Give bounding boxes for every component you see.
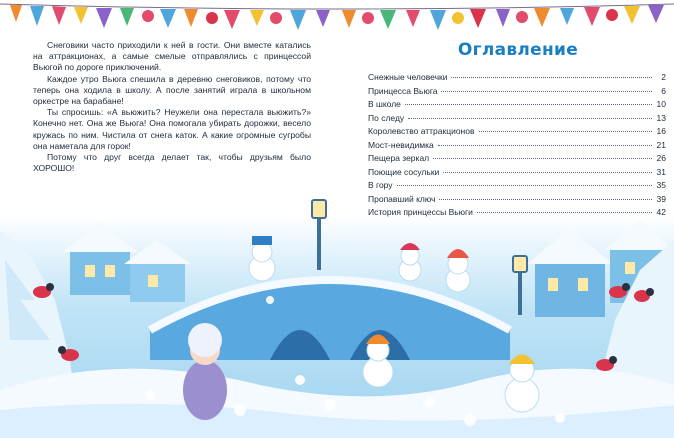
snow-house-icon [527,228,613,317]
toc-item-page: 31 [656,166,666,177]
toc-item[interactable] [368,167,666,181]
toc-item-title: Мост-невидимка [368,139,434,150]
toc-item-page: 26 [656,153,666,163]
toc-item-page: 39 [656,193,666,204]
girl-in-winter-coat-icon [183,323,227,420]
toc-item[interactable] [368,72,666,86]
toc-item-title: Поющие сосульки [368,166,440,177]
bunting-flags-icon [0,0,674,34]
table-of-contents [368,72,666,221]
snowman-icon [363,335,393,388]
toc-item[interactable] [368,153,666,167]
toc-item-page: 16 [656,126,666,136]
toc-item-title: В школе [368,99,401,109]
toc-leader-dots [438,145,652,146]
toc-item-title: Принцесса Вьюга [368,85,438,96]
toc-leader-dots [477,212,652,213]
toc-item-title: Королевство аттракционов [368,126,475,136]
story-paragraph-2: Каждое утро Вьюга спешила в деревню снеговиков, потому что теперь она ходила в школу. А после занятий играла в школьном оркестре на барабане! [33,73,311,107]
toc-item[interactable] [368,140,666,154]
toc-leader-dots [405,104,652,105]
toc-item-title: История принцессы Вьюги [368,207,473,217]
toc-item[interactable] [368,86,666,100]
toc-leader-dots [451,77,652,78]
toc-item-page: 35 [656,180,666,190]
snowman-icon [249,236,275,281]
story-paragraph-4: Потому что друг всегда делает так, чтобы друзьям было ХОРОШО! [33,152,311,174]
toc-item-title: Пропавший ключ [368,193,436,204]
story-paragraph-1: Снеговики часто приходили к ней в гости. Они вместе катались на аттракционах, а самые смелые отправлялись с принцессой Вьюгой по дороге приключений. [33,40,311,73]
toc-leader-dots [433,158,652,159]
toc-leader-dots [479,131,653,132]
snowman-icon [399,243,421,281]
toc-item-title: Снежные человечки [368,72,448,82]
toc-item-page: 13 [656,112,666,123]
toc-item-page: 2 [661,72,666,82]
story-text [33,40,311,174]
story-paragraph-3: Ты спросишь: «А вьюжить? Неужели она перестала вьюжить?» Конечно нет. Она же Вьюга! Она помогала убирать дорожки, весело кружась по ним. Чистила от снега каток. А какие огромные сугробы она наметала для горок! [33,107,311,151]
toc-leader-dots [408,118,652,119]
toc-item[interactable] [368,194,666,208]
toc-item[interactable] [368,207,666,221]
toc-leader-dots [397,185,652,186]
toc-item[interactable] [368,126,666,140]
toc-item-page: 42 [656,207,666,217]
toc-item-title: В гору [368,180,393,190]
snowman-icon [446,249,470,292]
toc-item[interactable] [368,113,666,127]
toc-item-page: 6 [661,85,666,96]
toc-item-page: 21 [656,139,666,150]
toc-leader-dots [441,91,652,92]
toc-item-title: По следу [368,112,405,123]
lantern-icon [513,256,527,315]
snow-house-icon [62,222,138,295]
toc-item[interactable] [368,99,666,113]
lantern-icon [312,200,326,270]
toc-title: Оглавление [457,40,579,60]
toc-leader-dots [443,172,652,173]
toc-item[interactable] [368,180,666,194]
toc-leader-dots [439,199,652,200]
toc-item-title: Пещера зеркал [368,153,430,163]
toc-item-page: 10 [656,99,666,109]
snowman-icon [505,355,539,413]
